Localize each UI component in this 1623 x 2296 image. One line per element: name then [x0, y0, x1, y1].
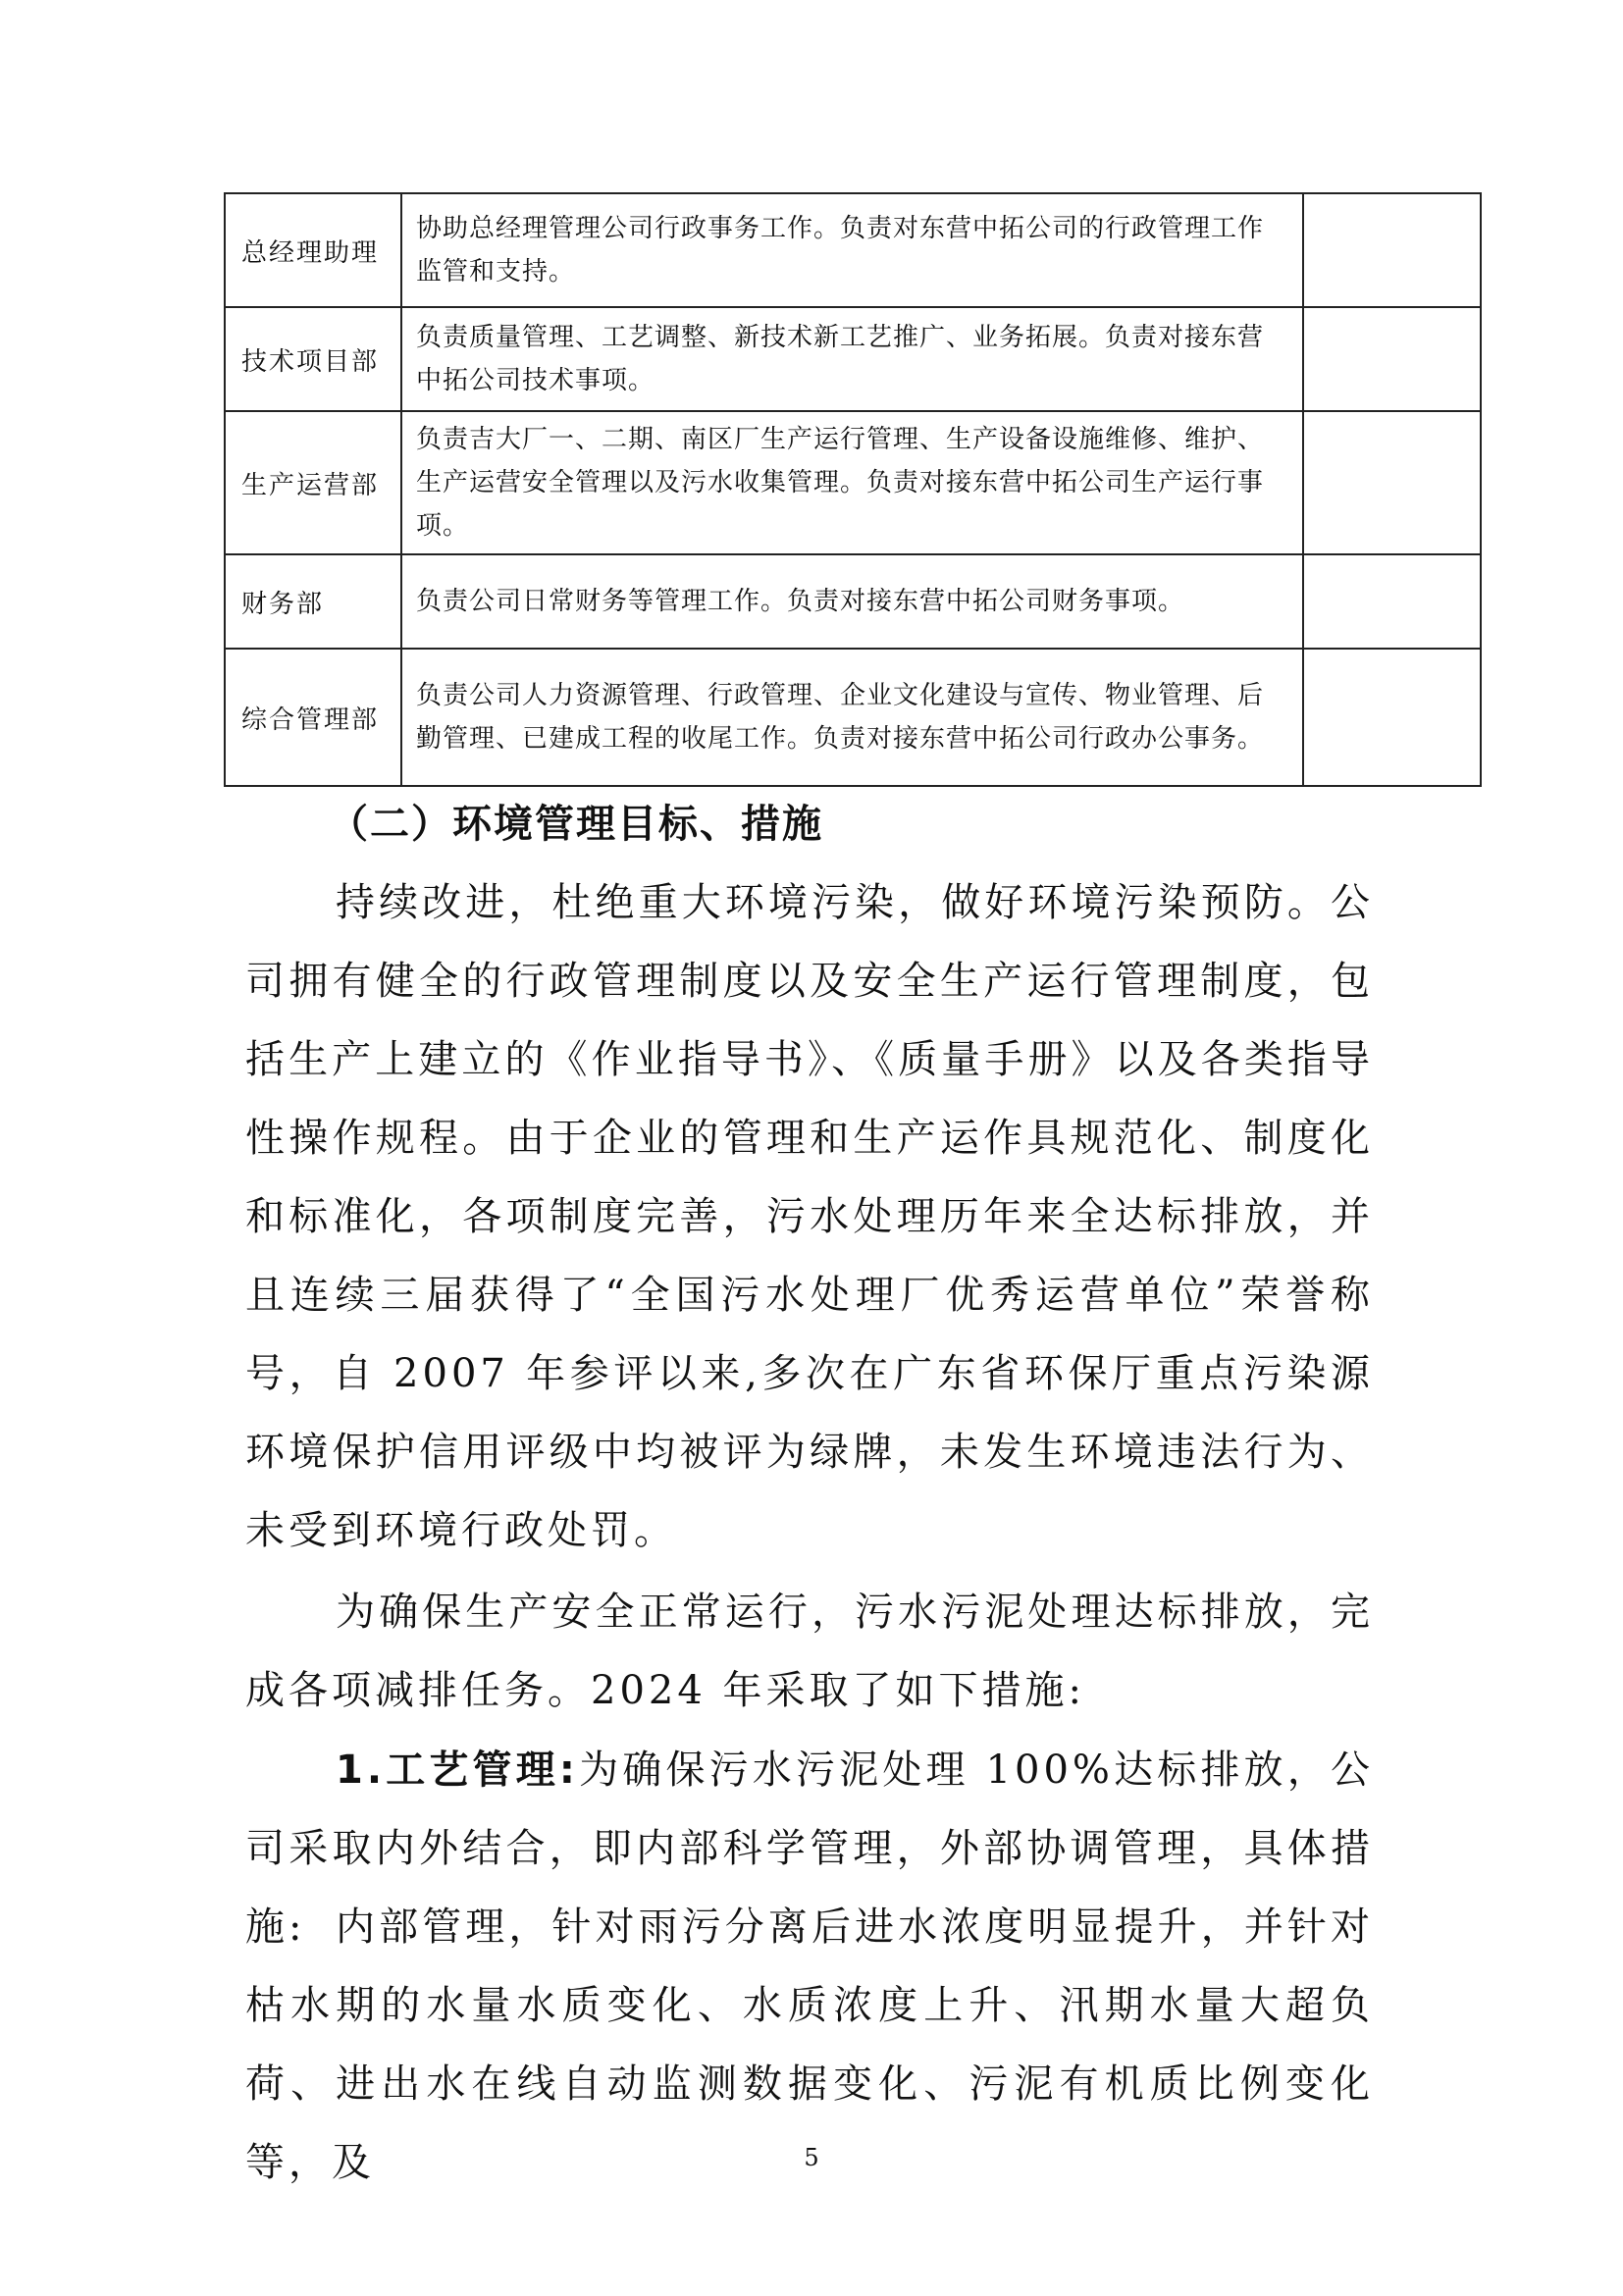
body-paragraph	[245, 863, 1374, 1570]
paragraph-text: 内部管理，针对雨污分离后进水浓度明显提升，并针对枯水期的水量水质变化、水质浓度上升、汛期水量大超负荷、进出水在线自动监测数据变化、污泥有机质比例变化等，及	[245, 1905, 1374, 2185]
department-duty: 负责公司人力资源管理、行政管理、企业文化建设与宣传、物业管理、后勤管理、已建成工程的收尾工作。负责对接东营中拓公司行政办公事务。	[401, 649, 1303, 786]
body-paragraph	[245, 1573, 1374, 1730]
department-duty: 负责质量管理、工艺调整、新技术新工艺推广、业务拓展。负责对接东营中拓公司技术事项。	[401, 307, 1303, 411]
table-blank-cell	[1303, 193, 1481, 307]
section-heading: （二）环境管理目标、措施	[329, 802, 823, 847]
table-row	[225, 411, 1481, 554]
department-duties-table	[224, 192, 1482, 787]
department-name: 技术项目部	[225, 307, 401, 411]
department-name: 综合管理部	[225, 649, 401, 786]
table-blank-cell	[1303, 554, 1481, 649]
table-row	[225, 554, 1481, 649]
table-blank-cell	[1303, 649, 1481, 786]
table-blank-cell	[1303, 307, 1481, 411]
page-number: 5	[804, 2144, 819, 2171]
paragraph-text: 为确保生产安全正常运行，污水污泥处理达标排放，完成各项减排任务。2024 年采取了如下措施:	[245, 1590, 1374, 1713]
department-duty: 负责吉大厂一、二期、南区厂生产运行管理、生产设备设施维修、维护、生产运营安全管理以及污水收集管理。负责对接东营中拓公司生产运行事项。	[401, 411, 1303, 554]
table-row	[225, 193, 1481, 307]
table-row	[225, 307, 1481, 411]
department-duty: 协助总经理管理公司行政事务工作。负责对东营中拓公司的行政管理工作监管和支持。	[401, 193, 1303, 307]
paragraph-text: 持续改进，杜绝重大环境污染，做好环境污染预防。公司拥有健全的行政管理制度以及安全生产运行管理制度，包括生产上建立的《作业指导书》、《质量手册》以及各类指导性操作规程。由于企业的管理和生产运作具规范化、制度化和标准化，各项制度完善，污水处理历年来全达标排放，并且连续三届获得了“全国污水处理厂优秀运营单位”荣誉称号，自 2007 年参评以来,多次在广东省环保厅重点污染源环境保护信用评级中均被评为绿牌，未发生环境违法行为、未受到环境行政处罚。	[245, 880, 1374, 1553]
paragraph-lead-bold: 1.工艺管理:	[336, 1748, 579, 1793]
paragraph-rest: 为确保污水污泥处理 100%达标排放，公司采取内外结合，即内部科学管理，外部协调管理，具体措施:	[245, 1748, 1374, 1950]
department-name: 财务部	[225, 554, 401, 649]
department-duty: 负责公司日常财务等管理工作。负责对接东营中拓公司财务事项。	[401, 554, 1303, 649]
department-name: 生产运营部	[225, 411, 401, 554]
department-name: 总经理助理	[225, 193, 401, 307]
table-row	[225, 649, 1481, 786]
table-blank-cell	[1303, 411, 1481, 554]
